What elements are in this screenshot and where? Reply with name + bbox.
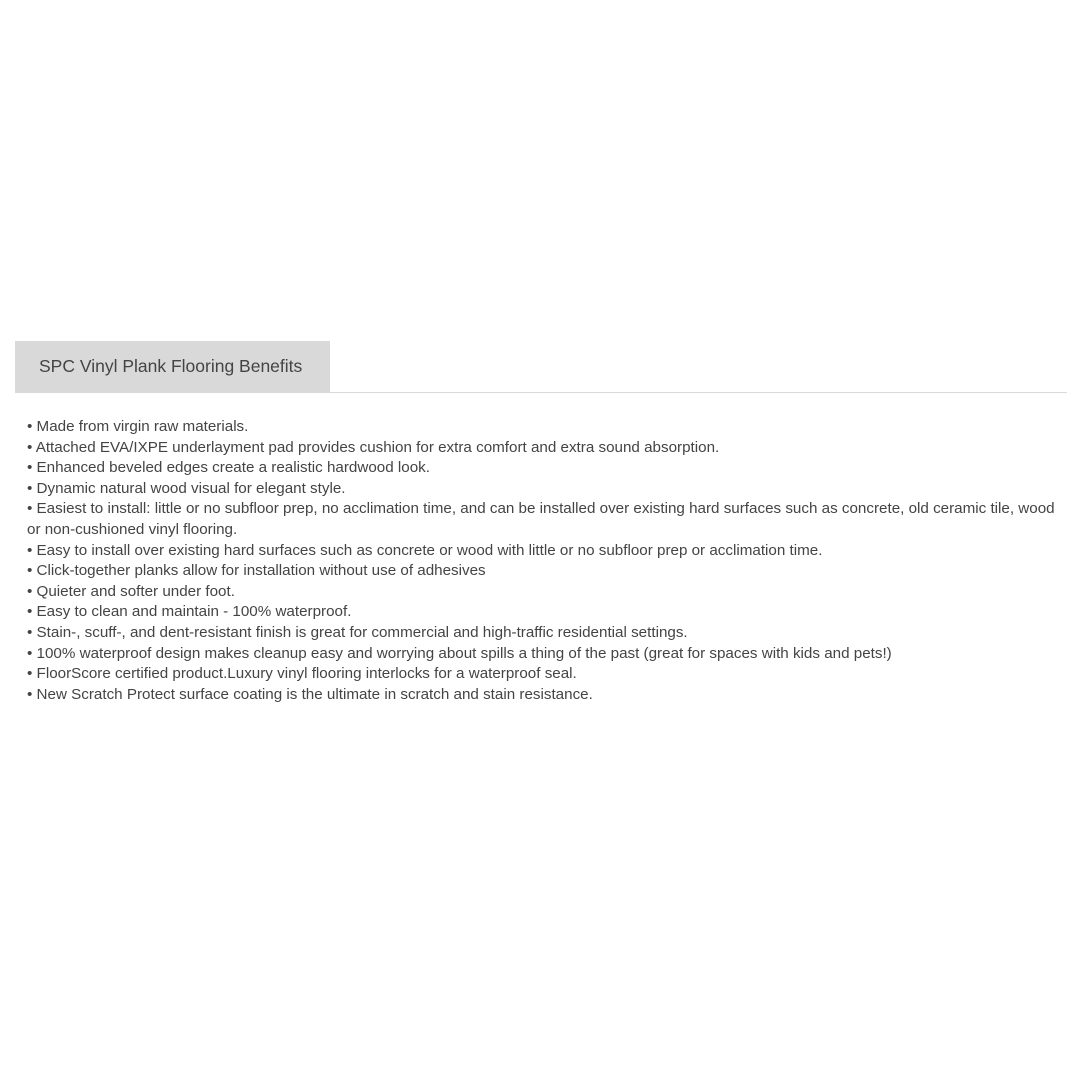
list-item: • Enhanced beveled edges create a realistic hardwood look. [27,459,430,477]
list-item: • Made from virgin raw materials. [27,418,249,435]
list-item: • Quieter and softer under foot. [27,582,235,600]
list-item: • Easiest to install: little or no subfloor prep, no acclimation time, and can be installed over existing hard surfaces such as concrete, old ceramic tile, wood or non-cushioned vinyl flooring. [27,500,1055,538]
tab-spc-benefits[interactable] [15,341,330,392]
list-item: • New Scratch Protect surface coating is the ultimate in scratch and stain resistance. [27,685,593,703]
tab-label: SPC Vinyl Plank Flooring Benefits [39,356,303,376]
list-item: • Attached EVA/IXPE underlayment pad provides cushion for extra comfort and extra sound absorption. [27,438,720,456]
list-item: • 100% waterproof design makes cleanup easy and worrying about spills a thing of the past (great for spaces with kids and pets!) [27,644,892,662]
list-item: • Easy to clean and maintain - 100% waterproof. [27,603,352,621]
product-tabs [15,341,1067,705]
tab-content [15,393,1067,705]
list-item: • FloorScore certified product.Luxury vinyl flooring interlocks for a waterproof seal. [27,665,577,683]
list-item: • Click-together planks allow for installation without use of adhesives [27,562,486,580]
tab-bar [15,341,1067,393]
list-item: • Dynamic natural wood visual for elegant style. [27,479,346,497]
list-item: • Stain-, scuff-, and dent-resistant finish is great for commercial and high-traffic residential settings. [27,623,688,641]
benefit-list [27,417,1067,705]
list-item: • Easy to install over existing hard surfaces such as concrete or wood with little or no subfloor prep or acclimation time. [27,541,823,559]
